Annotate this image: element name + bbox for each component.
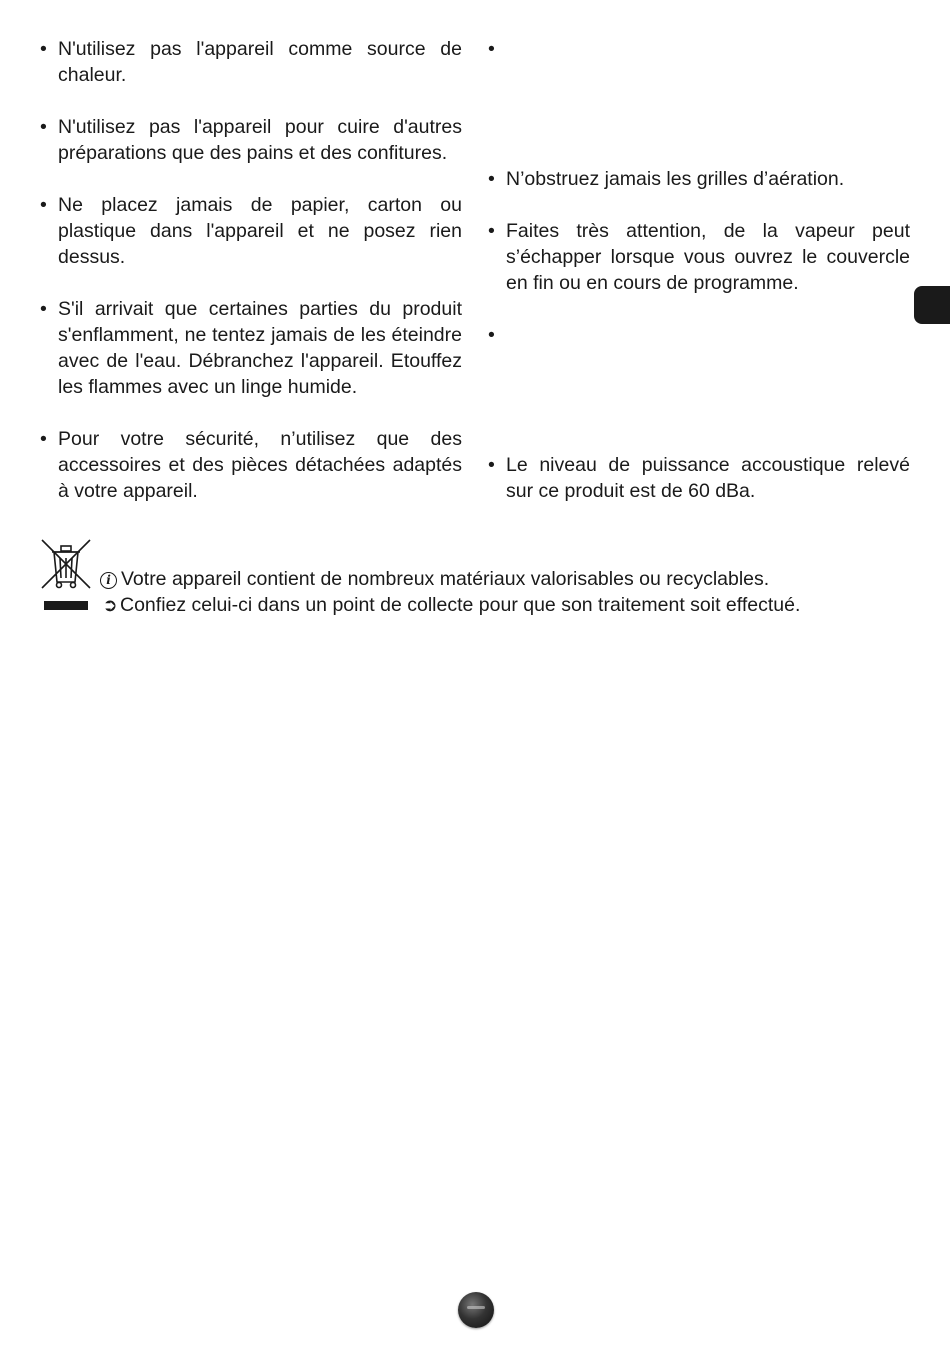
safety-item bbox=[40, 296, 462, 400]
safety-item-empty bbox=[488, 322, 910, 426]
page-number-badge bbox=[458, 1292, 494, 1328]
safety-text: Faites très attention, de la vapeur peut s’échapper lorsque vous ouvrez le couvercle en fin ou en cours de programme. bbox=[506, 220, 910, 294]
bullet: • bbox=[488, 454, 495, 476]
bullet: • bbox=[488, 220, 495, 242]
recycling-line-2 bbox=[100, 592, 920, 618]
bullet: • bbox=[40, 116, 47, 138]
safety-item bbox=[488, 166, 910, 192]
safety-text: N'utilisez pas l'appareil pour cuire d'autres préparations que des pains et des confitures. bbox=[58, 116, 462, 164]
safety-text: Ne placez jamais de papier, carton ou plastique dans l'appareil et ne posez rien dessus. bbox=[58, 194, 462, 268]
safety-item bbox=[40, 114, 462, 166]
left-column bbox=[40, 36, 462, 504]
safety-item bbox=[488, 218, 910, 296]
bullet: • bbox=[488, 38, 495, 60]
recycling-line-1 bbox=[100, 566, 920, 592]
bullet: • bbox=[40, 194, 47, 216]
bullet: • bbox=[488, 168, 495, 190]
safety-item-empty bbox=[488, 36, 910, 140]
bullet: • bbox=[40, 428, 47, 450]
safety-text: S'il arrivait que certaines parties du produit s'enflamment, ne tentez jamais de les éteindre avec de l'eau. Débranchez l'appareil. Etouffez les flammes avec un linge humide. bbox=[58, 298, 462, 398]
recycling-notice bbox=[100, 566, 920, 618]
safety-item bbox=[40, 36, 462, 88]
right-column bbox=[488, 36, 910, 504]
bullet: • bbox=[40, 298, 47, 320]
bullet: • bbox=[40, 38, 47, 60]
safety-text: Le niveau de puissance accoustique relevé sur ce produit est de 60 dBa. bbox=[506, 454, 910, 502]
safety-text: N'utilisez pas l'appareil comme source de chaleur. bbox=[58, 38, 462, 86]
crossed-out-bin-icon bbox=[40, 538, 96, 618]
bullet: • bbox=[488, 324, 495, 346]
safety-text: N’obstruez jamais les grilles d’aération. bbox=[506, 168, 845, 190]
safety-text: Pour votre sécurité, n’utilisez que des accessoires et des pièces détachées adaptés à votre appareil. bbox=[58, 428, 462, 502]
recycling-text-1: Votre appareil contient de nombreux matériaux valorisables ou recyclables. bbox=[121, 568, 770, 590]
info-icon: i bbox=[100, 572, 117, 589]
safety-item bbox=[40, 192, 462, 270]
section-tab-marker bbox=[914, 286, 950, 324]
arrow-icon: ➲ bbox=[102, 595, 118, 615]
recycling-text-2: Confiez celui-ci dans un point de collecte pour que son traitement soit effectué. bbox=[120, 594, 801, 616]
safety-item bbox=[40, 426, 462, 504]
safety-item bbox=[488, 452, 910, 504]
